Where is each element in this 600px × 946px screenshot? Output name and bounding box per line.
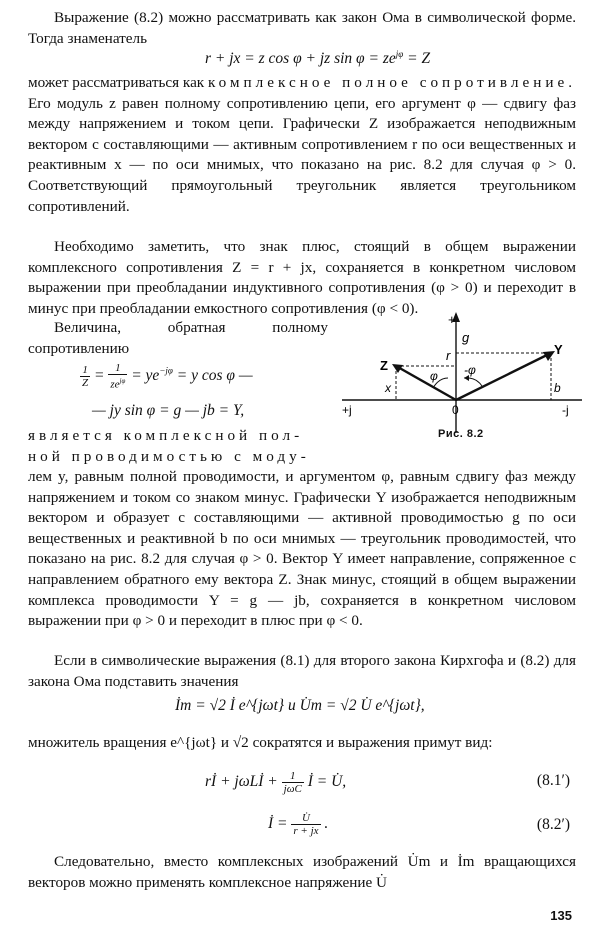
- paragraph-4-term: является комплексной пол- ной проводимостью с моду-: [28, 427, 310, 465]
- paragraph-4-body: лем y, равным полной проводимости, и аргументом φ, равным сдвигу фаз между напряжением и током со знаком минус. Графически Y изображается неподвижным вектором и образует с составляющими — активной проводимостью g по оси вещественных и реактивной b по оси мнимых — треугольник проводимостей, что показано на рис. 8.2 для случая φ > 0. Вектор Y имеет направление, сопряженное с направлением обратного ему вектора Z. Знак минус, стоящий в общем выражении комплекса проводимости Y = g — jb, сохраняется в конкретном числовом выражении при φ > 0 и переходит в плюс при φ < 0.: [28, 468, 576, 630]
- vector-z: [396, 366, 456, 400]
- equation-impedance: r + jx = z cos φ + jz $\sin \varphi = ze^{j\varphi} = Z$: [205, 49, 431, 68]
- figure-caption: Рис. 8.2: [438, 428, 484, 440]
- label-y: Y: [554, 342, 563, 357]
- label-g: g: [462, 330, 470, 345]
- paragraph-3: Необходимо заметить, что знак плюс, стоящий в общем выражении комплексного сопротивления Z = r + jx, сохраняется в конкретном числовом выражении при преобладании индуктивного сопротивления (φ > 0) и переходит в минус при преобладании емкостного сопротивления (φ < 0).: [28, 238, 576, 317]
- paragraph-1: Выражение (8.2) можно рассматривать как закон Ома в символической форме. Тогда знаменатель: [28, 9, 576, 47]
- paragraph-6: множитель вращения e^{jωt} и √2 сократятся и выражения примут вид:: [28, 734, 493, 751]
- label-x: x: [385, 381, 391, 395]
- label-minus-j: -j: [562, 403, 569, 417]
- label-plus-j: +j: [342, 403, 352, 417]
- figure-8-2: [336, 308, 588, 443]
- label-plus: +: [448, 312, 456, 327]
- label-phi-left: φ: [430, 369, 438, 383]
- equation-8-1-prime: rİ + jωLİ + $\frac{1}{\text{jωC}}$ İ = U̇,: [205, 770, 347, 795]
- paragraph-5: Если в символические выражения (8.1) для второго закона Кирхгофа и (8.2) для закона Ома подставить значения: [28, 652, 576, 690]
- equation-substitution: İm = √2 İ e^{jωt} и U̇m = √2 U̇ e^{jωt},: [175, 697, 425, 714]
- paragraph-7: Следовательно, вместо комплексных изображений U̇m и İm вращающихся векторов можно применять комплексное напряжение U̇: [28, 853, 576, 891]
- label-b: b: [554, 381, 561, 395]
- page-number: 135: [550, 908, 572, 923]
- paragraph-4-intro: Величина, обратная полному сопротивлению: [28, 319, 328, 357]
- label-origin: 0: [452, 403, 459, 417]
- equation-8-2-prime: İ = $\frac{U̇}{r + jx}$ .: [268, 812, 329, 837]
- equation-number-8-2-prime: (8.2′): [536, 816, 570, 833]
- label-r: r: [446, 348, 451, 363]
- label-z: Z: [380, 358, 388, 373]
- equation-number-8-1-prime: (8.1′): [536, 772, 570, 789]
- term-complex-impedance: комплексное полное сопротивление.: [208, 74, 577, 91]
- equation-admittance-1: $\frac{1}{Z}$ = $\frac{1}{ze^{j\varphi}}$ = $ye^{-j\varphi} = y$ cos φ —: [82, 362, 253, 391]
- label-phi-right: -φ: [464, 363, 476, 377]
- paragraph-2: может рассматриваться как комплексное полное сопротивление. Его модуль z равен полному сопротивлению цепи, его аргумент φ — сдвигу фаз между напряжением и током цепи. Графически Z изображается неподвижным вектором с составляющими — активным сопротивлением r по оси вещественных и реактивным x — по оси мнимых, что показано на рис. 8.2 для случая φ > 0. Соответствующий прямоугольный треугольник является треугольником сопротивлений.: [28, 74, 577, 215]
- equation-admittance-2: — jy sin φ = g — jb = Y,: [92, 402, 245, 419]
